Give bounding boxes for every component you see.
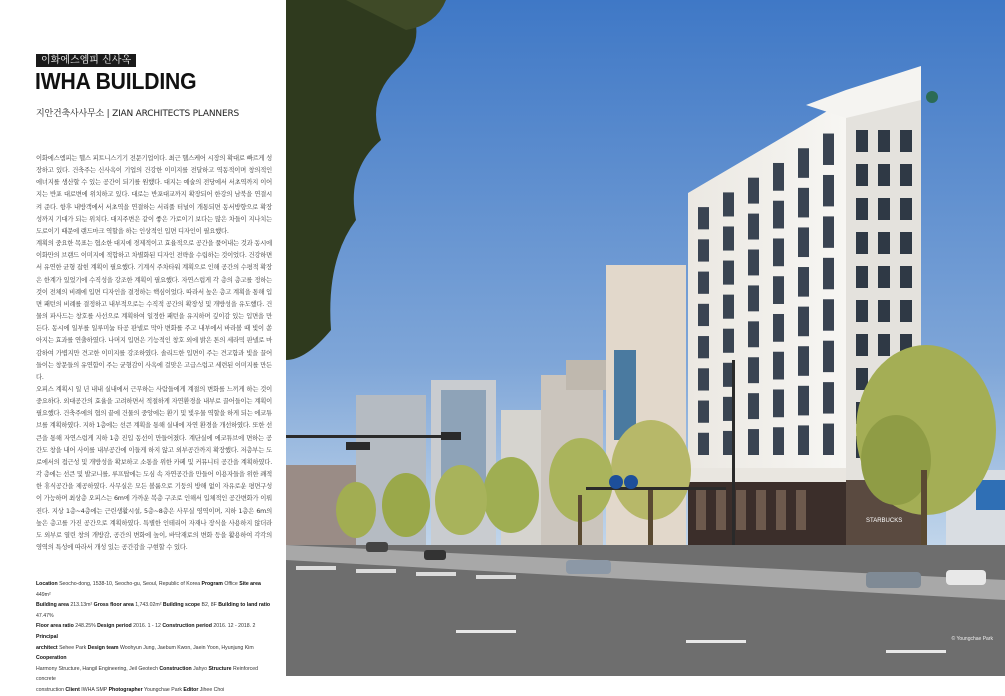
credit-key: Building to land ratio (218, 602, 271, 609)
body-paragraph: 오피스 계획시 일 년 내내 실내에서 근무하는 사람들에게 계절의 변화를 느끼게 하는 것이 중요하다. 외대공간의 효율을 고려하면서 적절하게 자연환경을 내부로 끌어들이는 계획이 필요했다. 건축주에의 협의 끝에 건물의 중앙에는 환기 및 빛우물 역할을 하게 되는 에코튜브를 계획하였다. 지하 1층에는 선큰 계획을 통해 실내에 자연 환경을 개선하였다. 또한 선큰을 통해 자연스럽게 지하 1층 진입 동선이 만들어졌다. 계단실에 에코튜브에 면하는 공간도 창을 내어 사이를 내부공간에 이들게 하지 않고 외부공간까지 확장했다. 저층부는 도로에서의 접근성 및 개방성을 확보하고 소통을 위한 카페 및 커뮤니티 공간을 계획하였다. 각 층에는 선큰 및 발코니를, 루프탑에는 도심 속 자연공간을 만들어 이용자들을 위한 쾌적한 휴식공간을 제공하였다. 사무실은 모든 볼륨으로 기둥의 방해 없이 자유로운 평면구성이 가능하며 최상층 오피스는 6m에 가까운 복층 구조로 인해서 입체적인 공간변화가 이뤄진다. 지상 1층~4층에는 근린생활시설, 5층~8층은 사무실 영역이며, 지하 1층은 6m의 높은 층고를 가진 공간으로 계획하였다. 특별한 인테리어 자재나 장식을 사용하지 않더라도 외부로 열린 창의 개방감, 공간의 변화에 높이, 바닥재로의 변화 등을 활용하여 각각의 영역의 특성에 따라서 개성 있는 공간감을 구현할 수 있다. (36, 385, 272, 551)
page-title: IWHA BUILDING (35, 68, 197, 94)
credit-key: architect (36, 644, 60, 651)
credit-key: Floor area ratio (36, 623, 76, 630)
window (823, 382, 834, 413)
credit-key: Client (65, 686, 82, 693)
window (823, 424, 834, 455)
credit-value: construction (36, 686, 66, 693)
credit-value: B2, 8F (201, 602, 219, 609)
window (748, 250, 759, 276)
credits-line (36, 664, 276, 685)
credit-key: Principal (36, 633, 58, 640)
window (823, 175, 834, 206)
credit-value: Youngchae Park (144, 686, 184, 693)
window (798, 267, 809, 297)
window (698, 304, 709, 326)
window (748, 357, 759, 383)
window (798, 227, 809, 257)
window (856, 198, 868, 220)
credit-key: Design period (97, 623, 134, 630)
window (723, 261, 734, 285)
window (773, 389, 784, 417)
window (823, 134, 834, 165)
credits-line (36, 600, 276, 621)
credit-value: 47.47% (36, 612, 54, 619)
project-tag: 이화에스엠피 신사옥 (36, 54, 136, 67)
credit-value: Harmony Structure, Hangil Engineering, Jeil Geotech (36, 665, 160, 672)
window (856, 164, 868, 186)
window (823, 299, 834, 330)
window (856, 300, 868, 322)
window (878, 300, 890, 322)
window (798, 425, 809, 455)
credit-key: Building area (36, 602, 71, 609)
credit-value: 449m² (36, 591, 51, 598)
window (900, 130, 912, 152)
window (698, 433, 709, 455)
window (748, 321, 759, 347)
credit-key: Gross floor area (93, 602, 136, 609)
window (900, 164, 912, 186)
credit-key: Cooperation (36, 655, 67, 662)
window (773, 314, 784, 342)
credit-value: Jahyo (193, 665, 209, 672)
window (798, 188, 809, 218)
credit-key: Location (36, 581, 60, 587)
window (698, 207, 709, 229)
credit-value: 1,743.02m² (135, 602, 163, 609)
credit-key: Structure (208, 665, 233, 672)
project-credits (36, 579, 276, 696)
window (698, 336, 709, 358)
window (698, 368, 709, 390)
window (748, 285, 759, 311)
window (698, 401, 709, 423)
window (798, 307, 809, 337)
credits-line (36, 579, 276, 600)
window (878, 334, 890, 356)
credit-value: 2016. 12 - 2018. 2 (213, 623, 256, 630)
window (748, 214, 759, 240)
window (748, 178, 759, 204)
credits-line (36, 643, 276, 664)
window (773, 427, 784, 455)
window (856, 232, 868, 254)
window (878, 266, 890, 288)
window (878, 130, 890, 152)
window (723, 295, 734, 319)
window (856, 130, 868, 152)
building-illustration (286, 0, 1005, 676)
window (856, 266, 868, 288)
body-paragraph: 계획의 중요한 목표는 협소한 대지에 경제적이고 효율적으로 공간을 풀어내는 것과 동시에 이화만의 브랜드 이미지에 적합하고 차별화된 디자인 전략을 수립하는 것이었다. 건강하면서 유연한 균형 잡힌 계획이 필요했다. 기계식 주차타워 계획으로 인해 공간의 수평적 확장은 한계가 있었기에 수직성을 강조한 계획이 필요했다. 자연스럽게 각 층의 층고를 정하는 것이 전체의 비례에 입면 디자인을 결정하는 핵심이었다. 따라서 높은 층고 계획을 통해 입면 패턴의 비례를 결정하고 내부적으로는 수직적 공간의 확장성 및 개방성을 유도했다. 건물의 파사드는 창호를 사선으로 계획하여 일정한 패턴을 유지하며 깊이감 있는 입면을 만든다. 동시에 일부를 일루미늄 타공 판넬로 막아 변화를 주고 내부에서 바라볼 때 빛이 쏟아지는 효과를 연출하였다. 나머지 입면은 기능적인 창호 외에 밝은 톤의 세라믹 판넬로 마감하여 가볍지만 견고한 이미지를 강조하였다. 솔리드한 입면이 주는 견고함과 빛을 끌어들이는 창문들의 유연함이 주는 균형감이 사옥에 걸맞은 고급스럽고 세련된 이미지를 만든다. (36, 240, 272, 381)
window (723, 192, 734, 216)
window (823, 341, 834, 372)
window (748, 429, 759, 455)
credit-value: IWHA SMP (81, 686, 109, 693)
window (900, 198, 912, 220)
credit-key: Building scope (162, 602, 202, 609)
credits-line (36, 621, 276, 642)
window (748, 393, 759, 419)
window (698, 272, 709, 294)
credit-key: Construction period (162, 623, 214, 630)
building-photo (286, 0, 1005, 676)
credit-value: Seocho-dong, 1538-10, Seocho-gu, Seoul, Republic of Korea (59, 581, 202, 587)
window (823, 216, 834, 247)
credit-key: Program (201, 581, 225, 587)
window (878, 232, 890, 254)
window (773, 276, 784, 304)
credit-value: Reinforced concrete (36, 665, 259, 683)
credit-value: Woohyun Jung, Jaebum Kwon, Jaein Yoon, Hyunjung Kim (119, 644, 254, 651)
credit-value: 248.25% (75, 623, 98, 630)
window (698, 239, 709, 261)
window (773, 201, 784, 229)
window (773, 352, 784, 380)
window (773, 238, 784, 266)
credits-line (36, 685, 276, 696)
window (798, 148, 809, 178)
credit-value: Sehee Park (59, 644, 88, 651)
credit-value: Jihee Choi (199, 686, 225, 693)
credit-key: Construction (159, 665, 194, 672)
body-text (36, 153, 272, 554)
window (856, 334, 868, 356)
architect-line: 지안건축사사무소 | ZIAN ARCHITECTS PLANNERS (36, 109, 240, 119)
credit-key: Site area (239, 581, 261, 587)
window (723, 226, 734, 250)
window (878, 164, 890, 186)
storefront-sign: STARBUCKS (866, 518, 903, 524)
window (798, 386, 809, 416)
window (900, 300, 912, 322)
window (878, 198, 890, 220)
photo-credit: © Youngchae Park (951, 636, 993, 642)
credit-value: 2016. 1 - 12 (133, 623, 163, 630)
credit-key: Editor (183, 686, 200, 693)
credit-key: Design team (87, 644, 120, 651)
body-paragraph: 이화에스엠피는 헬스 피트니스기기 전문기업이다. 최근 헬스케어 시장의 확대로 빠르게 성장하고 있다. 건축주는 신사옥이 기업의 건강한 이미지를 전달하고 역동적이며 창의적인 에너지를 생산할 수 있는 공간이 되기를 원했다. 대지는 예술의 전당에서 서초역까지 이어지는 반포 대로변에 위치하고 있다. 대로는 반포대교까지 확장되어 한강의 남북을 연결시켜 준다. 항후 내방객에서 서초역을 연결하는 서리풀 터널이 개통되면 동서방향으로 확장성까지 기대가 되는 위치다. 대지주변은 같이 좋은 가로이기 보다는 많은 차들이 지나치는 도로이기 때문에 랜드마크 역할을 하는 인상적인 입면 디자인이 필요했다. (36, 155, 272, 235)
window (723, 329, 734, 353)
window (900, 232, 912, 254)
window (900, 266, 912, 288)
credit-value: Office (224, 581, 240, 587)
credit-key: Photographer (108, 686, 145, 693)
window (773, 163, 784, 191)
starbucks-logo-icon (926, 91, 938, 103)
text-column (0, 0, 286, 693)
credit-value: 213.13m² (70, 602, 94, 609)
window (798, 346, 809, 376)
window (823, 258, 834, 289)
